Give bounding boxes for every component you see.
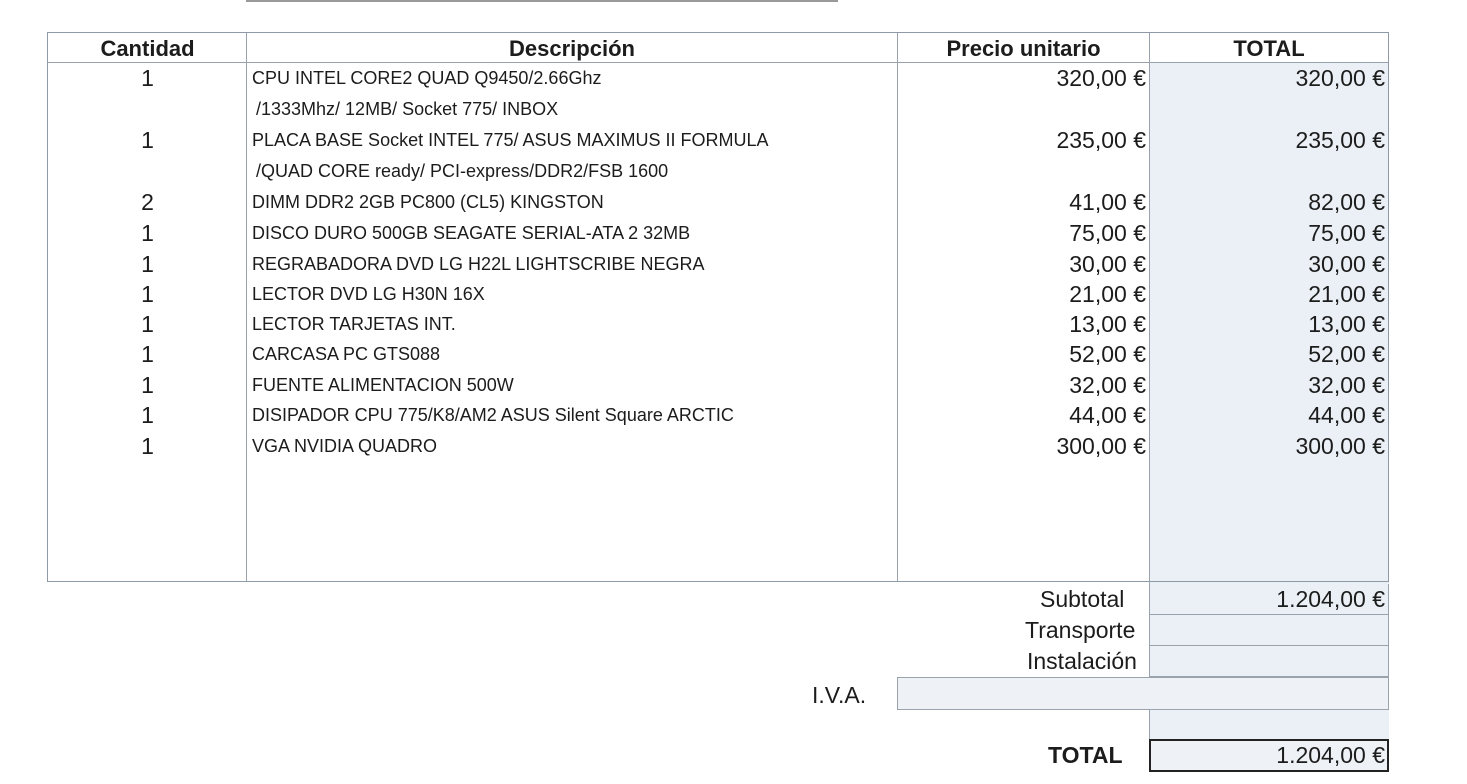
table-row: [48, 400, 1388, 430]
table-row: [48, 63, 1388, 93]
iva-label: I.V.A.: [812, 682, 867, 708]
table-row: [48, 309, 1388, 339]
item-description: VGA NVIDIA QUADRO: [252, 436, 438, 456]
table-row: [48, 370, 1388, 400]
item-quantity: 1: [141, 341, 154, 367]
item-total: 32,00 €: [1308, 372, 1385, 398]
item-quantity: 1: [141, 372, 154, 398]
item-quantity: 1: [141, 281, 154, 307]
item-description: FUENTE ALIMENTACION 500W: [252, 375, 514, 395]
table-row: [48, 431, 1388, 461]
item-description: REGRABADORA DVD LG H22L LIGHTSCRIBE NEGRA: [252, 254, 705, 274]
transport-label: Transporte: [1025, 617, 1136, 643]
item-total: 320,00 €: [1295, 65, 1385, 91]
item-total: 21,00 €: [1308, 281, 1385, 307]
item-total: 75,00 €: [1308, 220, 1385, 246]
item-quantity: 2: [141, 189, 154, 215]
item-quantity: 1: [141, 251, 154, 277]
item-unit-price: 52,00 €: [1069, 341, 1146, 367]
installation-label: Instalación: [1027, 648, 1137, 674]
invoice-table: [47, 32, 1389, 582]
header-unit-price: Precio unitario: [946, 36, 1101, 61]
item-total: 44,00 €: [1308, 402, 1385, 428]
item-description: PLACA BASE Socket INTEL 775/ ASUS MAXIMUS II FORMULA: [252, 130, 769, 150]
item-unit-price: 21,00 €: [1069, 281, 1146, 307]
item-unit-price: 32,00 €: [1069, 372, 1146, 398]
item-unit-price: 300,00 €: [1056, 433, 1146, 459]
item-quantity: 1: [141, 402, 154, 428]
item-quantity: 1: [141, 220, 154, 246]
item-quantity: 1: [141, 433, 154, 459]
item-unit-price: 320,00 €: [1056, 65, 1146, 91]
item-total: 13,00 €: [1308, 311, 1385, 337]
header-description: Descripción: [509, 36, 635, 61]
item-description: DISCO DURO 500GB SEAGATE SERIAL-ATA 2 32MB: [252, 223, 691, 243]
item-total: 235,00 €: [1295, 127, 1385, 153]
subtotal-value: 1.204,00 €: [1276, 586, 1385, 612]
item-quantity: 1: [141, 311, 154, 337]
table-row: [48, 279, 1388, 309]
item-description: LECTOR TARJETAS INT.: [252, 314, 456, 334]
item-description: CPU INTEL CORE2 QUAD Q9450/2.66Ghz: [252, 68, 602, 88]
item-description: DISIPADOR CPU 775/K8/AM2 ASUS Silent Square ARCTIC: [252, 405, 734, 425]
item-unit-price: 41,00 €: [1069, 189, 1146, 215]
subtotal-label: Subtotal: [1040, 586, 1125, 612]
table-row: [48, 249, 1388, 279]
grand-total-value: 1.204,00 €: [1276, 742, 1385, 768]
header-total: TOTAL: [1233, 36, 1305, 61]
iva-box: [897, 677, 1389, 710]
table-row: [48, 339, 1388, 369]
item-quantity: 1: [141, 127, 154, 153]
header-quantity: Cantidad: [100, 36, 195, 61]
item-description: CARCASA PC GTS088: [252, 344, 441, 364]
item-quantity: 1: [141, 65, 154, 91]
item-description: LECTOR DVD LG H30N 16X: [252, 284, 485, 304]
item-total: 30,00 €: [1308, 251, 1385, 277]
transport-box: [1149, 615, 1389, 646]
item-unit-price: 75,00 €: [1069, 220, 1146, 246]
table-row-continuation: [48, 156, 1388, 186]
item-unit-price: 44,00 €: [1069, 402, 1146, 428]
top-rule: [246, 0, 838, 2]
table-row: [48, 218, 1388, 248]
table-row-continuation: [48, 94, 1388, 124]
item-total: 52,00 €: [1308, 341, 1385, 367]
installation-box: [1149, 646, 1389, 677]
item-unit-price: 30,00 €: [1069, 251, 1146, 277]
item-description-line2: /1333Mhz/ 12MB/ Socket 775/ INBOX: [256, 99, 559, 119]
table-row: [48, 125, 1388, 155]
item-total: 82,00 €: [1308, 189, 1385, 215]
item-description-line2: /QUAD CORE ready/ PCI-express/DDR2/FSB 1600: [256, 161, 669, 181]
table-row: [48, 187, 1388, 217]
item-unit-price: 235,00 €: [1056, 127, 1146, 153]
item-total: 300,00 €: [1295, 433, 1385, 459]
item-description: DIMM DDR2 2GB PC800 (CL5) KINGSTON: [252, 192, 604, 212]
item-unit-price: 13,00 €: [1069, 311, 1146, 337]
grand-total-label: TOTAL: [1048, 742, 1123, 768]
